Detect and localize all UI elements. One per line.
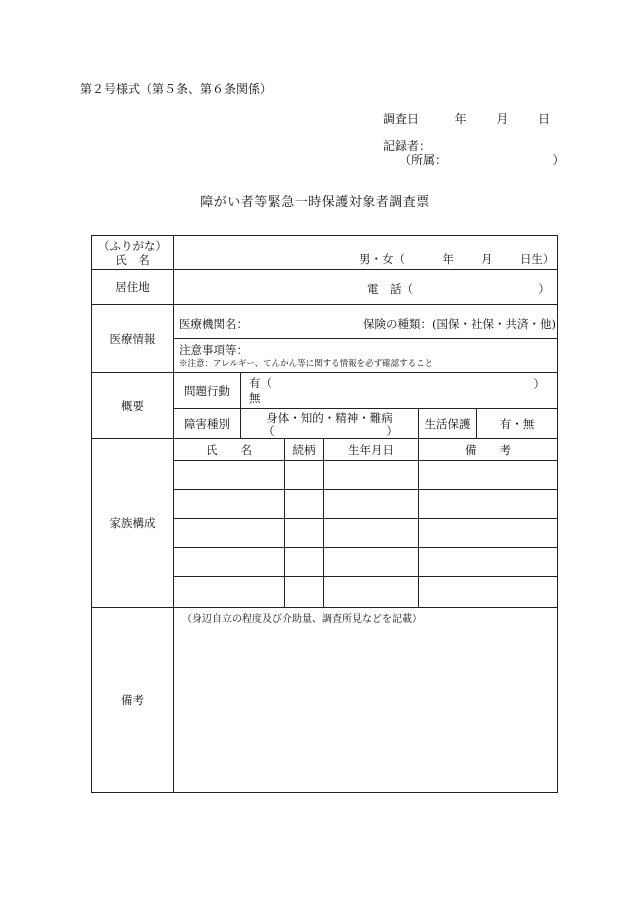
problem-no-label: 無 xyxy=(249,391,261,405)
medical-institution-cell[interactable] xyxy=(174,305,558,339)
family-col-birthdate: 生年月日 xyxy=(324,439,419,461)
family-birthdate-cell[interactable] xyxy=(324,490,419,519)
family-relation-cell[interactable] xyxy=(285,577,324,608)
form-number: 第２号様式（第５条、第６条関係） xyxy=(80,82,273,96)
notes-label: 注意事項等： xyxy=(179,343,248,357)
name-header-cell xyxy=(92,236,174,270)
problem-behavior-label: 問題行動 xyxy=(174,373,241,409)
recorder-label: 記録者： xyxy=(383,139,432,153)
family-birthdate-cell[interactable] xyxy=(324,519,419,548)
residence-row xyxy=(92,270,558,305)
affiliation-label: （所属： xyxy=(399,153,448,167)
family-relation-cell[interactable] xyxy=(285,490,324,519)
family-relation-cell[interactable] xyxy=(285,548,324,577)
institution-label: 医療機関名： xyxy=(179,317,248,331)
birth-month-label: 月 xyxy=(481,252,493,266)
overview-label: 概要 xyxy=(92,373,174,439)
affiliation-close: ） xyxy=(552,153,565,167)
residence-input-cell[interactable] xyxy=(174,270,558,305)
welfare-value[interactable]: 有・無 xyxy=(477,409,558,439)
phone-close: ） xyxy=(538,282,550,296)
family-birthdate-cell[interactable] xyxy=(324,461,419,490)
survey-form-table xyxy=(91,235,558,793)
disability-type-label: 障害種別 xyxy=(174,409,241,439)
survey-date xyxy=(383,110,550,127)
family-name-cell[interactable] xyxy=(174,519,285,548)
family-name-cell[interactable] xyxy=(174,490,285,519)
residence-label: 居住地 xyxy=(92,270,174,305)
remarks-row xyxy=(92,608,558,793)
problem-behavior-cell[interactable] xyxy=(241,373,558,409)
survey-month-label: 月 xyxy=(496,112,509,126)
family-name-cell[interactable] xyxy=(174,461,285,490)
family-remarks-cell[interactable] xyxy=(419,519,558,548)
birth-year-label: 年 xyxy=(442,252,454,266)
family-label: 家族構成 xyxy=(92,439,174,608)
family-col-remarks: 備 考 xyxy=(419,439,558,461)
family-name-cell[interactable] xyxy=(174,548,285,577)
affiliation xyxy=(399,151,565,168)
birth-day-label: 日生） xyxy=(519,252,555,266)
medical-row-1 xyxy=(92,305,558,339)
survey-year-label: 年 xyxy=(454,112,467,126)
problem-yes-label: 有（ xyxy=(249,376,272,390)
family-col-relation: 続柄 xyxy=(285,439,324,461)
problem-yes xyxy=(249,376,272,391)
family-remarks-cell[interactable] xyxy=(419,490,558,519)
family-header-row xyxy=(92,439,558,461)
problem-yes-close: ） xyxy=(533,377,546,391)
family-relation-cell[interactable] xyxy=(285,461,324,490)
phone-label: 電 話（ xyxy=(367,282,413,296)
furigana-label: （ふりがな） xyxy=(98,238,167,253)
family-birthdate-cell[interactable] xyxy=(324,548,419,577)
name-label: 氏 名 xyxy=(115,252,150,267)
survey-day-label: 日 xyxy=(538,112,551,126)
family-birthdate-cell[interactable] xyxy=(324,577,419,608)
disability-open: （ xyxy=(263,424,275,438)
family-remarks-cell[interactable] xyxy=(419,461,558,490)
disability-types: 身体・知的・精神・難病 xyxy=(266,411,393,425)
gender-label: 男・女（ xyxy=(359,252,405,266)
remarks-input-cell[interactable] xyxy=(174,608,558,793)
remarks-label: 備考 xyxy=(92,608,174,793)
phone-field xyxy=(367,281,550,297)
survey-date-label: 調査日 xyxy=(383,112,420,126)
notes-caution: ※注意：アレルギー、てんかん等に関する情報を必ず確認すること xyxy=(179,359,434,369)
medical-label: 医療情報 xyxy=(92,305,174,373)
name-row xyxy=(92,236,558,270)
family-name-cell[interactable] xyxy=(174,577,285,608)
medical-notes-cell[interactable] xyxy=(174,339,558,373)
remarks-note: （身辺自立の程度及び介助量、調査所見などを記載） xyxy=(182,614,422,625)
overview-row-1 xyxy=(92,373,558,409)
disability-close: ） xyxy=(386,424,398,438)
family-remarks-cell[interactable] xyxy=(419,577,558,608)
family-remarks-cell[interactable] xyxy=(419,548,558,577)
name-input-cell[interactable] xyxy=(174,236,558,270)
gender-birthdate xyxy=(359,251,554,267)
page-title: 障がい者等緊急一時保護対象者調査票 xyxy=(200,195,430,210)
insurance-label: 保険の種類：(国保・社保・共済・他) xyxy=(363,317,556,331)
family-relation-cell[interactable] xyxy=(285,519,324,548)
family-col-name: 氏 名 xyxy=(174,439,285,461)
welfare-label: 生活保護 xyxy=(419,409,477,439)
disability-type-cell[interactable] xyxy=(241,409,419,439)
